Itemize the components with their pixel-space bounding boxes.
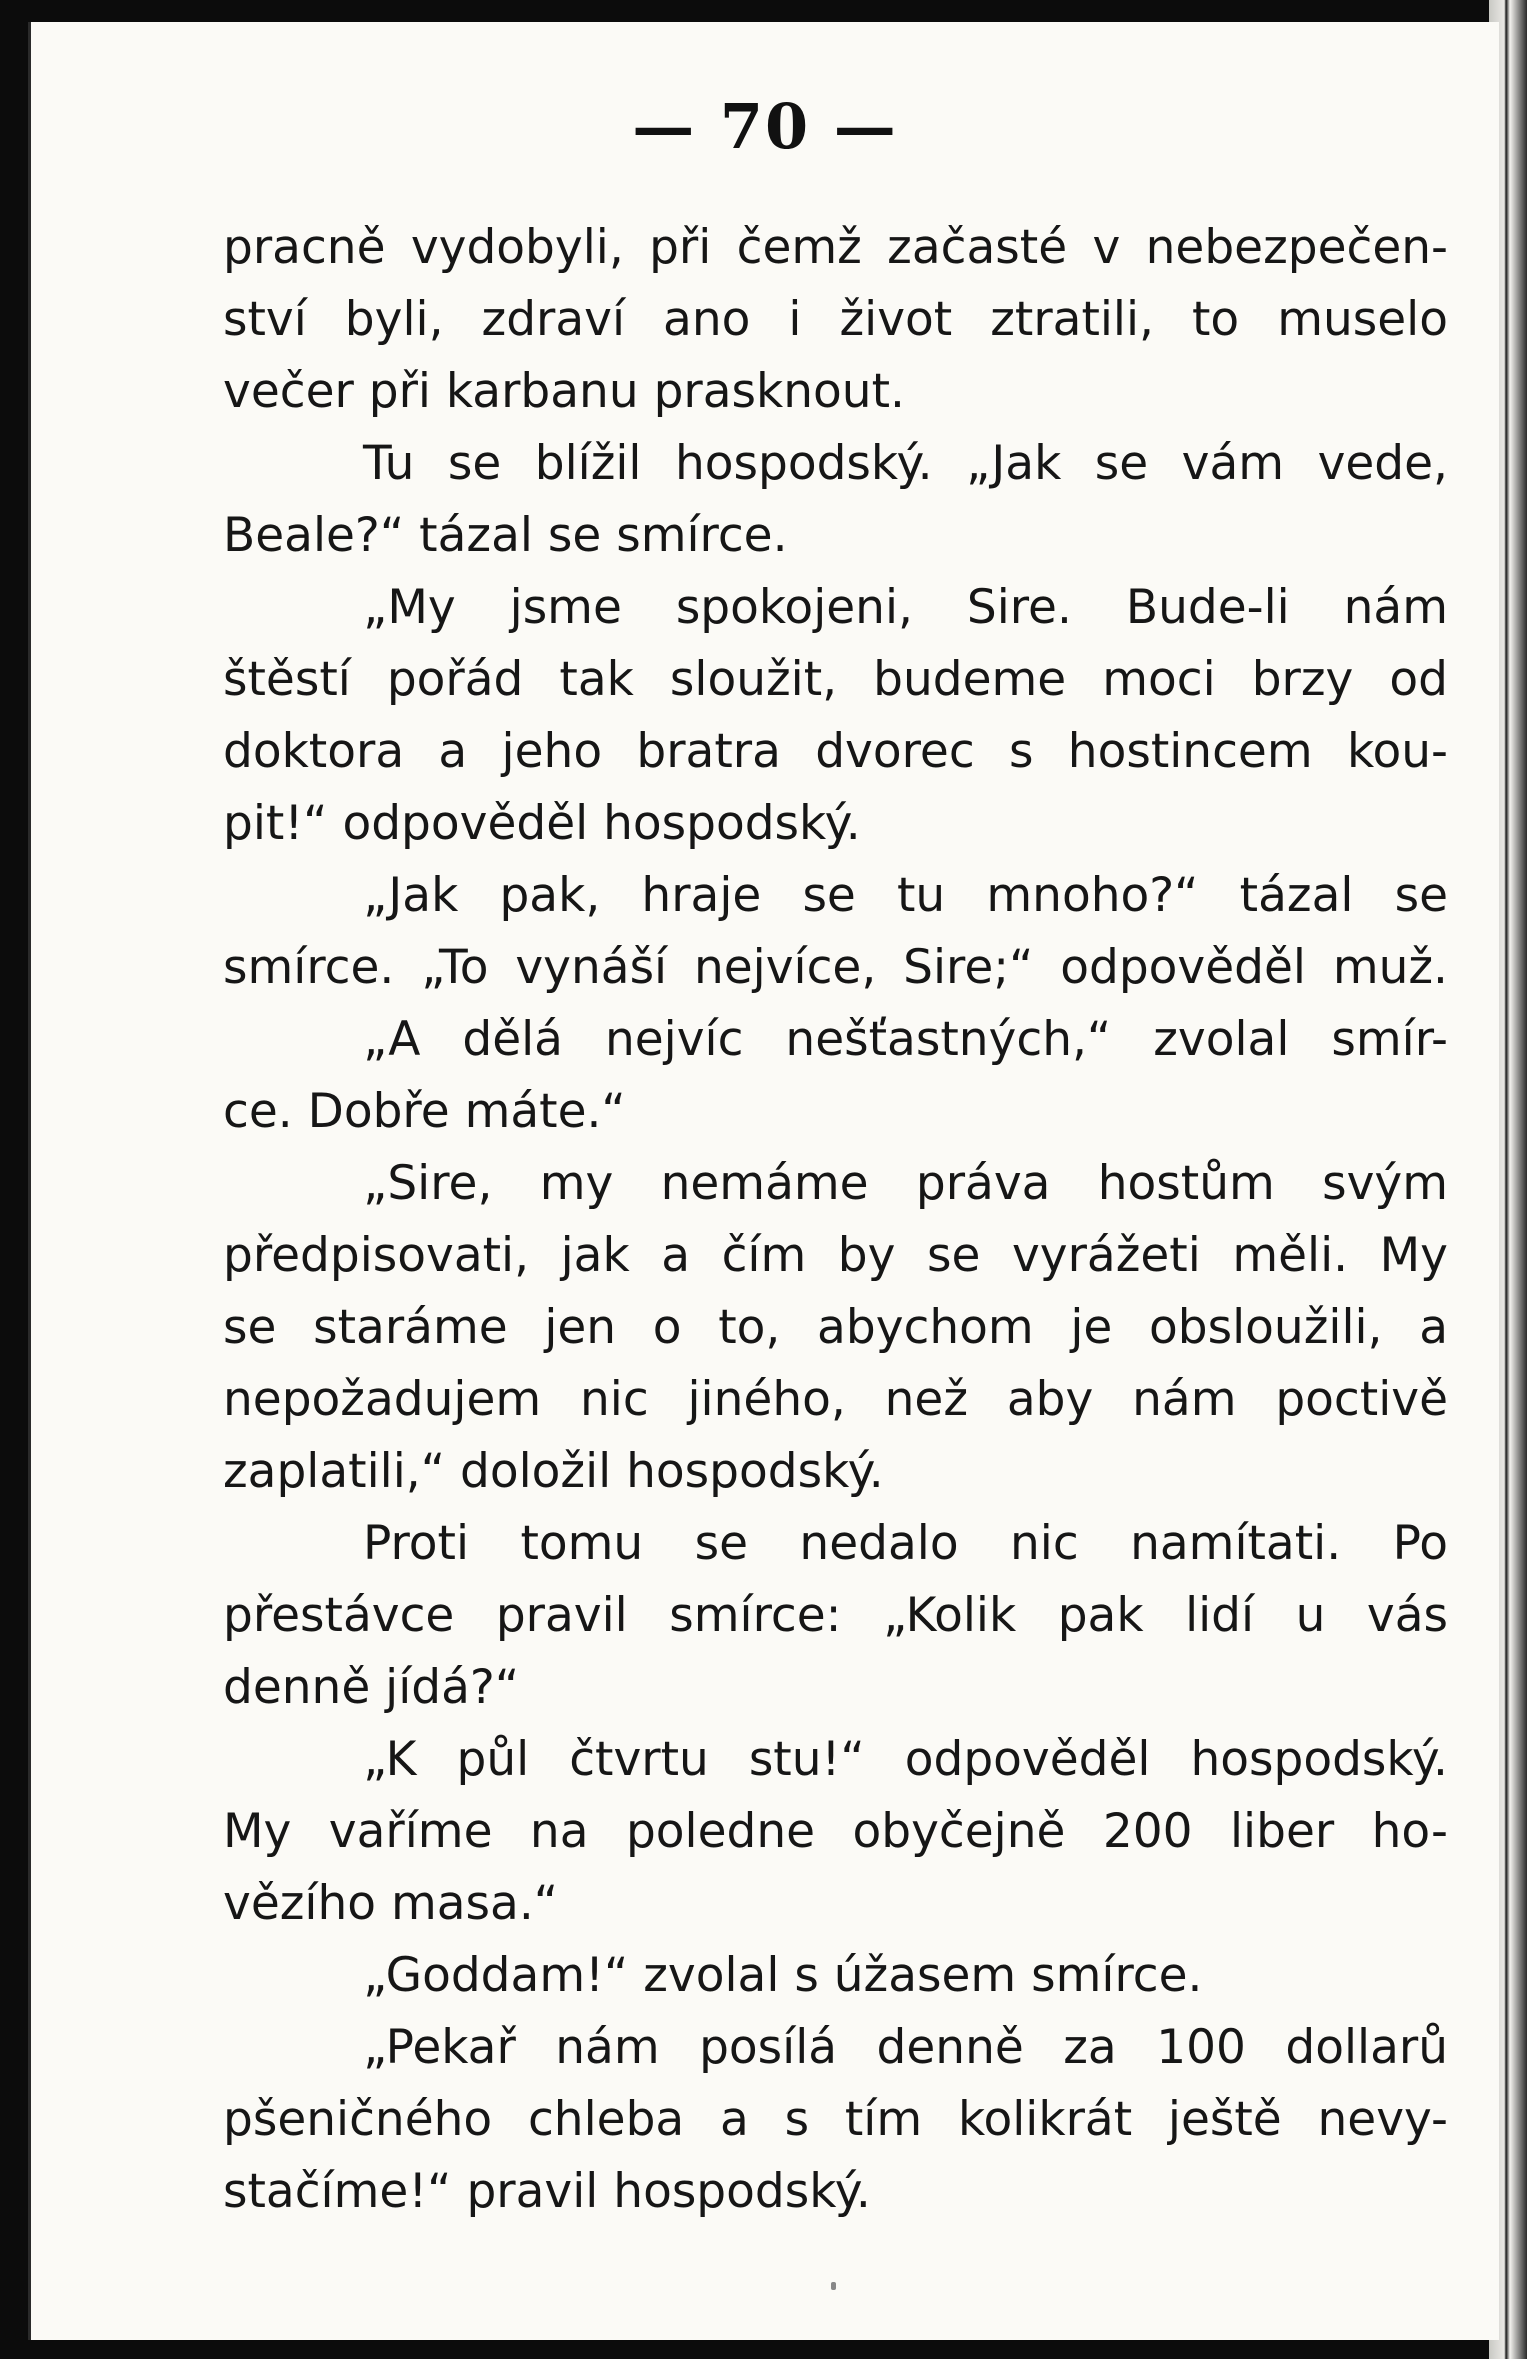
text-line: vězího masa.“ xyxy=(223,1876,559,1931)
text-line: „Goddam!“ zvolal s úžasem smírce. xyxy=(363,1948,1203,2003)
text-line: Beale?“ tázal se smírce. xyxy=(223,508,788,563)
text-line: stačíme!“ pravil hospodský. xyxy=(223,2164,871,2219)
text-line: „K půl čtvrtu stu!“ odpověděl hospodský. xyxy=(363,1732,1448,1787)
text-line: štěstí pořád tak sloužit, budeme moci brzy od xyxy=(223,652,1448,707)
text-line: se staráme jen o to, abychom je obsloužili, a xyxy=(223,1300,1448,1355)
book-page xyxy=(28,22,1499,2340)
text-line: doktora a jeho bratra dvorec s hostincem kou- xyxy=(223,724,1448,779)
text-line: zaplatili,“ doložil hospodský. xyxy=(223,1444,884,1499)
text-line: ství byli, zdraví ano i život ztratili, to muselo xyxy=(223,292,1448,347)
text-line: „Pekař nám posílá denně za 100 dollarů xyxy=(363,2020,1448,2075)
text-line: „Sire, my nemáme práva hostům svým xyxy=(363,1156,1448,1211)
text-line: večer při karbanu prasknout. xyxy=(223,364,905,419)
text-line: „A dělá nejvíc nešťastných,“ zvolal smír- xyxy=(363,1012,1448,1067)
text-line: pšeničného chleba a s tím kolikrát ještě nevy- xyxy=(223,2092,1448,2147)
text-line: „Jak pak, hraje se tu mnoho?“ tázal se xyxy=(363,868,1448,923)
text-line: denně jídá?“ xyxy=(223,1660,520,1715)
paper-speck xyxy=(831,2282,836,2290)
text-line: přestávce pravil smírce: „Kolik pak lidí u vás xyxy=(223,1588,1448,1643)
text-line: Proti tomu se nedalo nic namítati. Po xyxy=(363,1516,1448,1571)
text-line: Tu se blížil hospodský. „Jak se vám vede, xyxy=(363,436,1448,491)
text-line: My vaříme na poledne obyčejně 200 liber ho- xyxy=(223,1804,1448,1859)
page-number-header: — 70 — xyxy=(632,90,898,163)
body-text xyxy=(223,212,1448,2228)
text-line: pit!“ odpověděl hospodský. xyxy=(223,796,861,851)
text-line: nepožadujem nic jiného, než aby nám poctivě xyxy=(223,1372,1448,1427)
text-line: ce. Dobře máte.“ xyxy=(223,1084,626,1139)
text-line: předpisovati, jak a čím by se vyrážeti měli. My xyxy=(223,1228,1448,1283)
text-line: smírce. „To vynáší nejvíce, Sire;“ odpověděl muž. xyxy=(223,940,1448,995)
text-line: pracně vydobyli, při čemž začasté v nebezpečen- xyxy=(223,220,1448,275)
text-line: „My jsme spokojeni, Sire. Bude-li nám xyxy=(363,580,1448,635)
